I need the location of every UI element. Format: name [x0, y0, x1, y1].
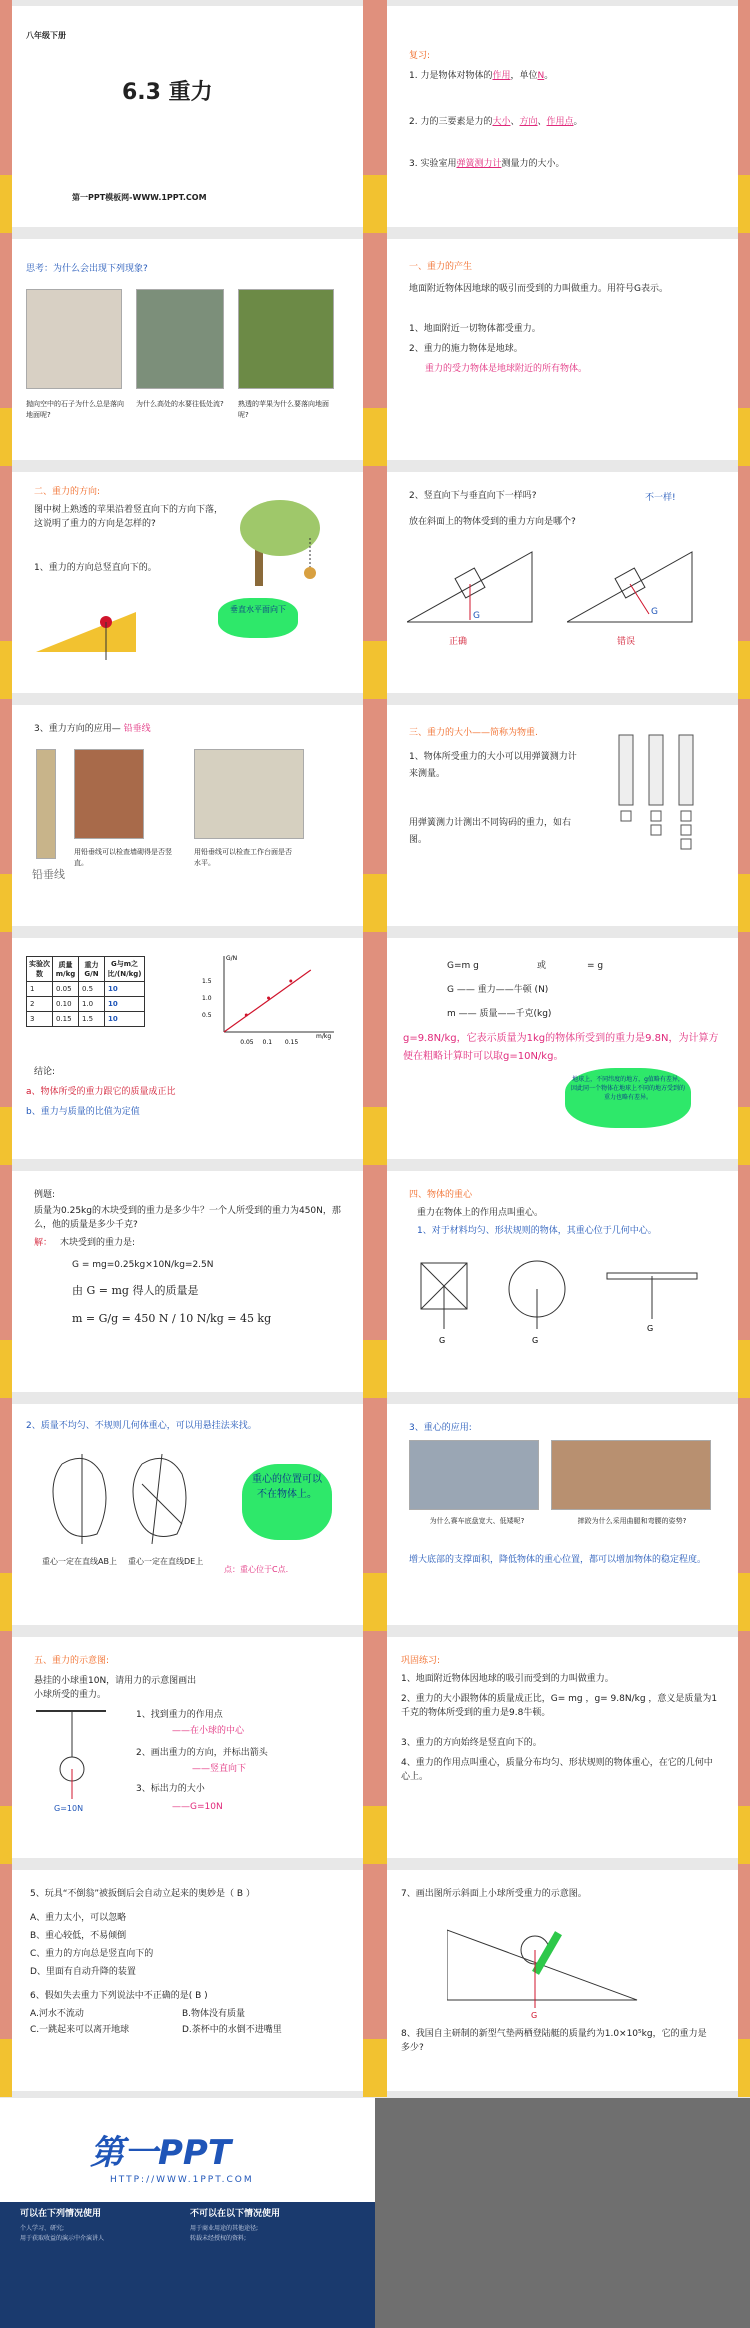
- exercise-6: 6、假如失去重力下列说法中不正确的是( B ): [30, 1991, 208, 2001]
- step-1b: ——在小球的中心: [172, 1726, 245, 1736]
- plumb-caption: 铅垂线: [32, 868, 65, 881]
- spring-scales-icon: [615, 731, 705, 871]
- center-rule: 1、对于材料均匀、形状规则的物体，其重心位于几何中心。: [417, 1226, 657, 1236]
- review-line-1: 1. 力是物体对物体的作用，单位N。: [409, 71, 554, 81]
- caption-water: 为什么高处的水要往低处流?: [136, 400, 224, 408]
- center-bubble: 重心的位置可以不在物体上。: [242, 1464, 332, 1540]
- formula-or: 或: [537, 961, 547, 971]
- option-5a[interactable]: A、重力太小，可以忽略: [30, 1913, 127, 1923]
- review-heading: 复习:: [409, 51, 431, 61]
- schematic-problem: 悬挂的小球重10N，请用力的示意图画出小球所受的重力。: [34, 1676, 197, 1700]
- waterfall-photo: [136, 289, 224, 389]
- schematic-heading: 五、重力的示意图:: [34, 1656, 110, 1666]
- data-point: [245, 1014, 248, 1017]
- exercise-7: 7、画出图所示斜面上小球所受重力的示意图。: [401, 1889, 587, 1899]
- license-panel: [0, 2202, 375, 2328]
- solution-step-1: 木块受到的重力是:: [60, 1238, 136, 1248]
- y-tick-label: 1.5: [202, 978, 212, 985]
- data-point: [267, 997, 270, 1000]
- option-6a[interactable]: A.河水不流动: [30, 2009, 84, 2019]
- conclusion-label: 结论:: [34, 1067, 56, 1077]
- direction-heading: 二、重力的方向:: [34, 487, 101, 497]
- table-row: 1 0.05 0.5 10: [27, 982, 145, 997]
- slide-13[interactable]: [0, 1398, 375, 1631]
- magnitude-heading: 三、重力的大小——简称为物重.: [409, 728, 538, 738]
- answer-different: 不一样!: [645, 493, 676, 503]
- slide-17[interactable]: [0, 1864, 375, 2097]
- exercise-8: 8、我国自主研制的新型气垫两栖登陆艇的质量约为1.0×10⁵kg，它的重力是多少?: [401, 2029, 707, 2053]
- option-6c[interactable]: C.一跳起来可以离开地球: [30, 2025, 130, 2035]
- plumb-line-photo: [36, 749, 56, 859]
- review-line-3: 3. 实验室用弹簧测力计测量力的大小。: [409, 159, 565, 169]
- vertical-bubble: 垂直水平面向下: [218, 598, 298, 638]
- solution-label: 解：: [34, 1238, 53, 1248]
- slide-11[interactable]: [0, 1165, 375, 1398]
- slide-6[interactable]: [375, 466, 750, 699]
- solution-step-2: G = mg=0.25kg×10N/kg=2.5N: [72, 1260, 214, 1270]
- step-3b: ——G=10N: [172, 1802, 223, 1812]
- wrestling-caption: 摔跤为什么采用曲腿和弯腰的姿势?: [577, 1517, 687, 1525]
- suspension-diagram: [42, 1444, 202, 1554]
- point-c-note: 点：重心位于C点.: [224, 1565, 289, 1574]
- option-5b[interactable]: B、重心较低，不易倾倒: [30, 1931, 127, 1941]
- option-5d[interactable]: D、里面有自动升降的装置: [30, 1967, 136, 1977]
- race-car-photo: [409, 1440, 539, 1510]
- can-use-heading: 可以在下列情况使用: [20, 2209, 102, 2219]
- x-axis-label: m/kg: [316, 1033, 332, 1040]
- table-row: 2 0.10 1.0 10: [27, 997, 145, 1012]
- slide-title: 6.3 重力: [122, 80, 213, 105]
- example-problem: 质量为0.25kg的木块受到的重力是多少牛？一个人所受到的重力为450N，那么，他的质量是多少千克?: [34, 1206, 341, 1230]
- caption-ab: 重心一定在直线AB上: [42, 1557, 117, 1566]
- cannot-item-2: 转载未经授权的资料;: [190, 2235, 247, 2242]
- gravity-mass-chart: [198, 952, 338, 1052]
- caption-stone: 抛向空中的石子为什么总是落向地面呢?: [26, 400, 124, 419]
- label-wrong: 错误: [617, 637, 636, 647]
- slope-wrong-diagram: [567, 542, 697, 632]
- exercise-heading: 巩固练习:: [401, 1656, 441, 1666]
- slide-4[interactable]: [375, 233, 750, 466]
- magnitude-p2: 用弹簧测力计测出不同钩码的重力，如右图。: [409, 818, 572, 846]
- example-heading: 例题:: [34, 1190, 56, 1200]
- option-6d[interactable]: D.茶杯中的水倒不进嘴里: [182, 2025, 282, 2035]
- x-tick-label: 0.1: [262, 1039, 273, 1046]
- y-tick-label: 0.5: [202, 1012, 212, 1019]
- slide-12[interactable]: [375, 1165, 750, 1398]
- slope-diagram: [36, 592, 146, 662]
- stability-text: 增大底部的支撑面积，降低物体的重心位置，都可以增加物体的稳定程度。: [409, 1555, 707, 1565]
- slide-15[interactable]: [0, 1631, 375, 1864]
- exercise-4: 4、重力的作用点叫重心，质量分布均匀、形状规则的物体重心，在它的几何中心上。: [401, 1758, 713, 1782]
- brand-logo: 第一PPT: [90, 2133, 232, 2173]
- hanging-ball-diagram: [36, 1707, 116, 1817]
- review-line-2: 2. 力的三要素是力的大小、方向、作用点。: [409, 117, 583, 127]
- wall-caption: 用铅垂线可以检查墙砌得是否竖直。: [74, 848, 172, 867]
- g-label-incline: G: [531, 2011, 538, 2020]
- apple-tree-icon: [240, 498, 340, 588]
- point-2: 2、重力的施力物体是地球。: [409, 344, 523, 354]
- incline-ball-diagram: [447, 1910, 647, 2020]
- step-1: 1、找到重力的作用点: [136, 1710, 223, 1720]
- grade-label: 八年级下册: [26, 31, 66, 40]
- option-6b[interactable]: B.物体没有质量: [182, 2009, 246, 2019]
- th-weight: 重力G/N: [79, 957, 105, 982]
- conclusion-b: b、重力与质量的比值为定值: [26, 1107, 140, 1117]
- step-2b: ——竖直向下: [192, 1764, 247, 1774]
- slide-7[interactable]: [0, 699, 375, 932]
- data-point: [289, 980, 292, 983]
- slide-5[interactable]: [0, 466, 375, 699]
- center-def: 重力在物体上的作用点叫重心。: [417, 1208, 544, 1218]
- g-label-correct: G: [473, 611, 480, 621]
- table-caption: 用铅垂线可以检查工作台面是否水平。: [194, 848, 292, 867]
- point-1: 1、地面附近一切物体都受重力。: [409, 324, 541, 334]
- exercise-1: 1、地面附近物体因地球的吸引而受到的力叫做重力。: [401, 1674, 614, 1684]
- step-3: 3、标出力的大小: [136, 1784, 205, 1794]
- regular-shapes-diagram: [417, 1259, 707, 1349]
- conclusion-a: a、物体所受的重力跟它的质量成正比: [26, 1087, 176, 1097]
- solution-step-4: m = G/g = 450 N / 10 N/kg = 45 kg: [72, 1312, 272, 1325]
- g-explanation: g=9.8N/kg，它表示质量为1kg的物体所受到的重力是9.8N，为计算方便在粗略计算时可以取g=10N/kg。: [403, 1033, 719, 1062]
- slide-10[interactable]: [375, 932, 750, 1165]
- empty-area: [375, 2098, 750, 2328]
- point-3: 重力的受力物体是地球附近的所有物体。: [425, 364, 588, 374]
- x-tick-label: 0.15: [284, 1039, 299, 1046]
- wall-photo: [74, 749, 144, 839]
- def-g: G —— 重力——牛顿 (N): [447, 985, 549, 995]
- brand-url: HTTP://WWW.1PPT.COM: [110, 2175, 254, 2185]
- table-photo: [194, 749, 304, 839]
- caption-de: 重心一定在直线DE上: [128, 1557, 204, 1566]
- wrestling-photo: [551, 1440, 711, 1510]
- slide-1[interactable]: [0, 0, 375, 233]
- slide-8[interactable]: [375, 699, 750, 932]
- g-label-square: G: [439, 1336, 446, 1345]
- can-item-1: 个人学习、研究;: [20, 2225, 65, 2232]
- th-ratio: G与m之比/(N/kg): [105, 957, 145, 982]
- cannot-use-heading: 不可以在以下情况使用: [190, 2209, 281, 2219]
- direction-question: 图中树上熟透的苹果沿着竖直向下的方向下落，这说明了重力的方向是怎样的?: [34, 505, 224, 529]
- newton-photo: [238, 289, 334, 389]
- def-m: m —— 质量——千克(kg): [447, 1009, 552, 1019]
- solution-step-3: 由 G = mg 得人的质量是: [72, 1284, 199, 1297]
- th-trial: 实验次数: [27, 957, 53, 982]
- th-mass: 质量m/kg: [53, 957, 79, 982]
- slope-correct-diagram: [407, 542, 537, 632]
- exercise-5: 5、玩具“不倒翁”被扳倒后会自动立起来的奥妙是（ B ）: [30, 1889, 255, 1899]
- option-5c[interactable]: C、重力的方向总是竖直向下的: [30, 1949, 154, 1959]
- label-correct: 正确: [449, 637, 468, 647]
- slide-9[interactable]: [0, 932, 375, 1165]
- slide-14[interactable]: [375, 1398, 750, 1631]
- g-label-ball: G=10N: [54, 1804, 84, 1813]
- data-table: [26, 956, 145, 1027]
- table-row: 3 0.15 1.5 10: [27, 1012, 145, 1027]
- g-label-circle: G: [532, 1336, 539, 1345]
- latitude-bubble: 地球上，不同纬度的地方，g值略有差异，因此同一个物体在地球上不同的地方受到的重力也略有差异。: [565, 1068, 691, 1128]
- formula-ratio: = g: [587, 961, 604, 971]
- caption-apple: 熟透的苹果为什么要落向地面呢?: [238, 400, 329, 419]
- slide-3[interactable]: [0, 233, 375, 466]
- y-tick-label: 1.0: [202, 995, 212, 1002]
- x-tick-label: 0.05: [240, 1039, 254, 1046]
- application-heading: 3、重力方向的应用— 铅垂线: [34, 724, 151, 734]
- slope-question: 放在斜面上的物体受到的重力方向是哪个?: [409, 517, 576, 527]
- exercise-2: 2、重力的大小跟物体的质量成正比，G= mg ，g= 9.8N/kg ，意义是质量为1千克的物体所受到的重力是9.8牛顿。: [401, 1694, 718, 1718]
- gravity-definition: 地面附近物体因地球的吸引而受到的力叫做重力。用符号G表示。: [409, 284, 668, 294]
- site-label: 第一PPT模板网-WWW.1PPT.COM: [72, 193, 207, 202]
- gravity-origin-heading: 一、重力的产生: [409, 262, 473, 272]
- application-center-heading: 3、重心的应用:: [409, 1423, 472, 1433]
- car-caption: 为什么赛车底盘宽大、低矮呢?: [429, 1517, 525, 1525]
- step-2: 2、画出重力的方向，并标出箭头: [136, 1748, 268, 1758]
- irregular-heading: 2、质量不均匀、不规则几何体重心，可以用悬挂法来找。: [26, 1421, 257, 1431]
- think-question: 思考：为什么会出现下列现象?: [26, 264, 148, 274]
- center-gravity-heading: 四、物体的重心: [409, 1190, 473, 1200]
- question-2: 2、竖直向下与垂直向下一样吗?: [409, 491, 537, 501]
- stone-photo: [26, 289, 122, 389]
- slide-16[interactable]: [375, 1631, 750, 1864]
- g-label-rod: G: [647, 1324, 654, 1333]
- magnitude-p1: 1、物体所受重力的大小可以用弹簧测力计来测量。: [409, 752, 577, 780]
- direction-answer: 1、重力的方向总竖直向下的。: [34, 563, 157, 573]
- cannot-item-1: 用于商业用途的其他途径;: [190, 2225, 259, 2232]
- formula: G=m g: [447, 961, 479, 971]
- back-cover: [0, 2098, 375, 2328]
- can-item-2: 用于获取收益的演示中介演讲人: [20, 2235, 105, 2242]
- series-line: [224, 970, 311, 1032]
- slide-2[interactable]: [375, 0, 750, 233]
- y-axis-label: G/N: [226, 955, 238, 962]
- slide-18[interactable]: [375, 1864, 750, 2097]
- g-label-wrong: G: [651, 607, 658, 617]
- exercise-3: 3、重力的方向始终是竖直向下的。: [401, 1738, 542, 1748]
